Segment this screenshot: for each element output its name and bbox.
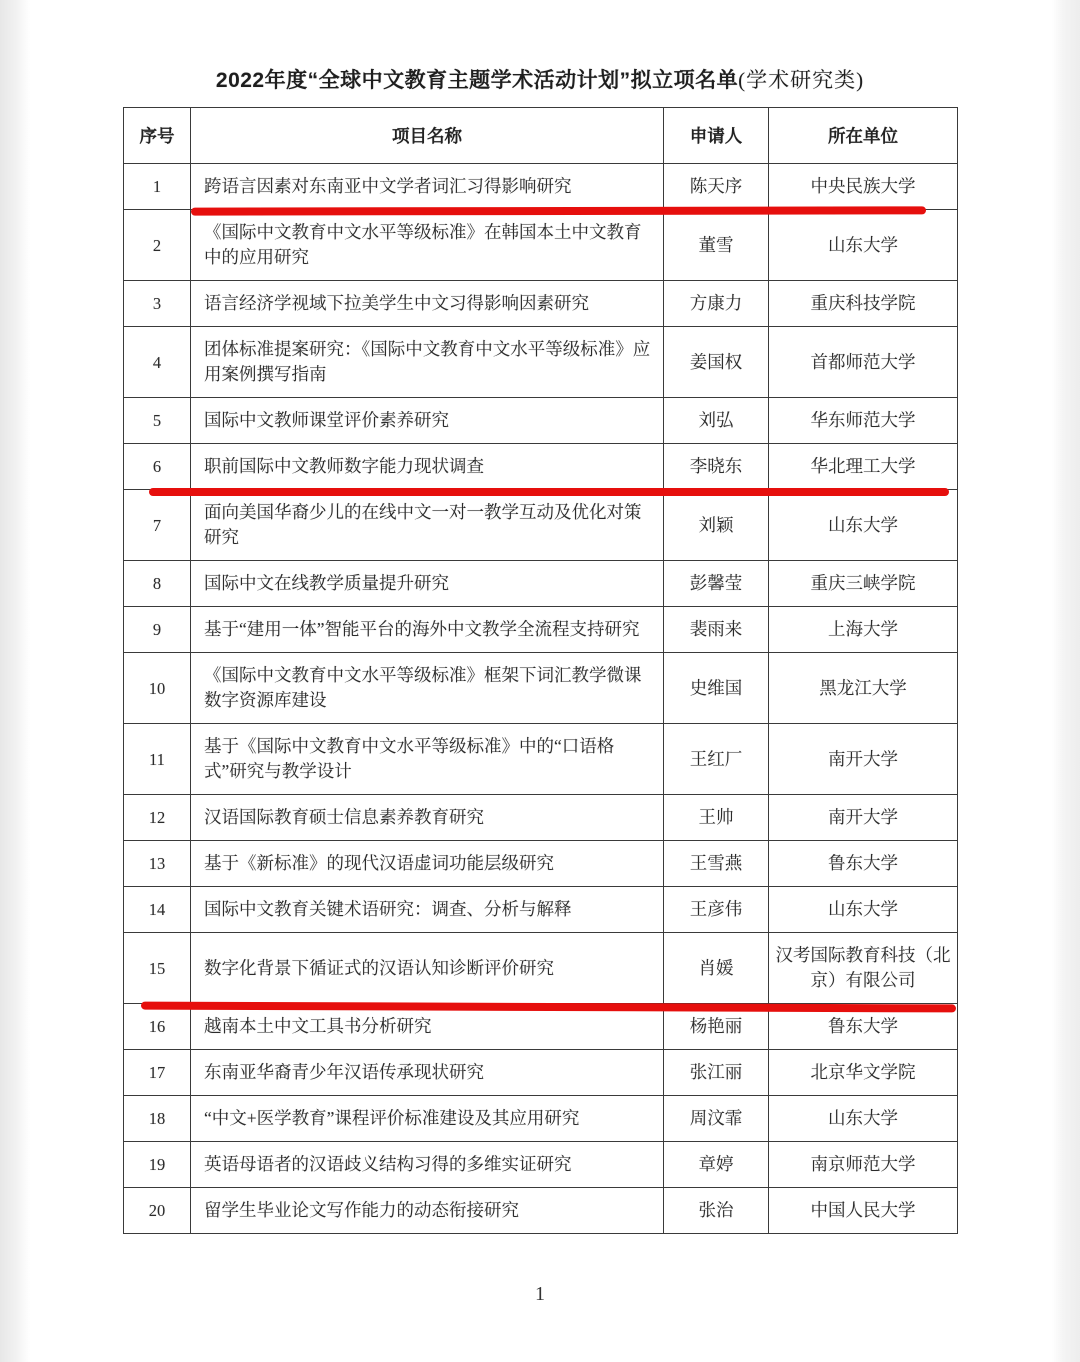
table-row bbox=[124, 1096, 958, 1142]
organization-cell: 上海大学 bbox=[769, 607, 958, 653]
table-body bbox=[124, 164, 958, 1234]
applicant-cell: 王红厂 bbox=[664, 724, 769, 795]
project-name-text: 国际中文教师课堂评价素养研究 bbox=[204, 410, 449, 430]
organization-cell: 山东大学 bbox=[769, 1096, 958, 1142]
page-number: 1 bbox=[535, 1283, 545, 1305]
row-number-cell: 15 bbox=[124, 933, 191, 1004]
organization-cell: 中央民族大学 bbox=[769, 164, 958, 210]
project-name-cell bbox=[191, 1142, 664, 1188]
applicant-cell: 周汶霏 bbox=[664, 1096, 769, 1142]
table-row bbox=[124, 795, 958, 841]
project-name-cell bbox=[191, 887, 664, 933]
applicant-cell: 裴雨来 bbox=[664, 607, 769, 653]
project-name-cell bbox=[191, 327, 664, 398]
organization-cell: 中国人民大学 bbox=[769, 1188, 958, 1234]
project-name-text: 面向美国华裔少儿的在线中文一对一教学互动及优化对策研究 bbox=[204, 502, 642, 547]
applicant-cell: 史维国 bbox=[664, 653, 769, 724]
organization-cell: 重庆科技学院 bbox=[769, 281, 958, 327]
row-number-cell: 16 bbox=[124, 1004, 191, 1050]
organization-cell: 山东大学 bbox=[769, 887, 958, 933]
project-name-text: 基于《新标准》的现代汉语虚词功能层级研究 bbox=[204, 853, 554, 873]
row-number-cell: 1 bbox=[124, 164, 191, 210]
row-number-cell: 14 bbox=[124, 887, 191, 933]
table-row bbox=[124, 444, 958, 490]
table-row bbox=[124, 841, 958, 887]
table-header-row bbox=[124, 108, 958, 164]
project-name-cell bbox=[191, 724, 664, 795]
applicant-cell: 张治 bbox=[664, 1188, 769, 1234]
project-name-cell bbox=[191, 653, 664, 724]
table-row bbox=[124, 1004, 958, 1050]
table-row bbox=[124, 327, 958, 398]
row-number-cell: 12 bbox=[124, 795, 191, 841]
project-name-text: 汉语国际教育硕士信息素养教育研究 bbox=[204, 807, 484, 827]
column-header-applicant: 申请人 bbox=[664, 108, 769, 164]
page-title-main: 2022年度“全球中文教育主题学术活动计划”拟立项名单 bbox=[215, 69, 739, 92]
organization-cell: 首都师范大学 bbox=[769, 327, 958, 398]
applicant-cell: 肖媛 bbox=[664, 933, 769, 1004]
organization-cell: 汉考国际教育科技（北京）有限公司 bbox=[769, 933, 958, 1004]
applicant-cell: 刘颖 bbox=[664, 490, 769, 561]
applicant-cell: 姜国权 bbox=[664, 327, 769, 398]
applicant-cell: 王彦伟 bbox=[664, 887, 769, 933]
organization-cell: 山东大学 bbox=[769, 210, 958, 281]
organization-cell: 黑龙江大学 bbox=[769, 653, 958, 724]
table-header bbox=[124, 108, 958, 164]
table-row bbox=[124, 164, 958, 210]
project-name-cell bbox=[191, 1188, 664, 1234]
project-name-text: 基于“建用一体”智能平台的海外中文教学全流程支持研究 bbox=[204, 619, 640, 639]
row-number-cell: 20 bbox=[124, 1188, 191, 1234]
row-number-cell: 10 bbox=[124, 653, 191, 724]
row-number-cell: 17 bbox=[124, 1050, 191, 1096]
project-name-cell bbox=[191, 281, 664, 327]
organization-cell: 华北理工大学 bbox=[769, 444, 958, 490]
project-name-cell bbox=[191, 795, 664, 841]
project-name-cell bbox=[191, 841, 664, 887]
scan-edge-shadow-left bbox=[0, 0, 30, 1362]
project-name-text: 数字化背景下循证式的汉语认知诊断评价研究 bbox=[204, 957, 554, 978]
project-name-text: 留学生毕业论文写作能力的动态衔接研究 bbox=[204, 1200, 519, 1220]
organization-cell: 鲁东大学 bbox=[769, 841, 958, 887]
applicant-cell: 王帅 bbox=[664, 795, 769, 841]
applicant-cell: 彭馨莹 bbox=[664, 561, 769, 607]
project-name-text: 语言经济学视域下拉美学生中文习得影响因素研究 bbox=[204, 293, 589, 313]
page-title-category: (学术研究类) bbox=[738, 68, 865, 92]
table-row bbox=[124, 887, 958, 933]
row-number-cell: 6 bbox=[124, 444, 191, 490]
organization-cell: 南京师范大学 bbox=[769, 1142, 958, 1188]
column-header-index: 序号 bbox=[124, 108, 191, 164]
organization-cell: 华东师范大学 bbox=[769, 398, 958, 444]
row-number-cell: 19 bbox=[124, 1142, 191, 1188]
table-row bbox=[124, 210, 958, 281]
project-name-cell bbox=[191, 210, 664, 281]
table-row bbox=[124, 561, 958, 607]
project-name-cell bbox=[191, 398, 664, 444]
row-number-cell: 3 bbox=[124, 281, 191, 327]
organization-cell: 南开大学 bbox=[769, 724, 958, 795]
project-name-text: “中文+医学教育”课程评价标准建设及其应用研究 bbox=[204, 1108, 580, 1128]
table-row bbox=[124, 490, 958, 561]
organization-cell: 南开大学 bbox=[769, 795, 958, 841]
project-name-cell bbox=[191, 1050, 664, 1096]
project-name-text: 职前国际中文教师数字能力现状调查 bbox=[204, 456, 484, 476]
row-number-cell: 11 bbox=[124, 724, 191, 795]
table-row bbox=[124, 1050, 958, 1096]
applicant-cell: 王雪燕 bbox=[664, 841, 769, 887]
project-name-text: 基于《国际中文教育中文水平等级标准》中的“口语格式”研究与教学设计 bbox=[204, 736, 615, 781]
column-header-organization: 所在单位 bbox=[769, 108, 958, 164]
applicant-cell: 章婷 bbox=[664, 1142, 769, 1188]
project-name-cell bbox=[191, 561, 664, 607]
applicant-cell: 陈天序 bbox=[664, 164, 769, 210]
project-name-text: 东南亚华裔青少年汉语传承现状研究 bbox=[204, 1062, 484, 1082]
applicant-cell: 方康力 bbox=[664, 281, 769, 327]
project-name-cell bbox=[191, 1096, 664, 1142]
row-number-cell: 7 bbox=[124, 490, 191, 561]
applicant-cell: 李晓东 bbox=[664, 444, 769, 490]
project-name-text: 团体标准提案研究：《国际中文教育中文水平等级标准》应用案例撰写指南 bbox=[204, 339, 651, 384]
table-row bbox=[124, 398, 958, 444]
project-name-text: 《国际中文教育中文水平等级标准》框架下词汇教学微课数字资源库建设 bbox=[204, 665, 642, 710]
project-name-text: 国际中文教育关键术语研究：调查、分析与解释 bbox=[204, 899, 572, 919]
table-row bbox=[124, 1188, 958, 1234]
applicant-cell: 杨艳丽 bbox=[664, 1004, 769, 1050]
column-header-project-name: 项目名称 bbox=[191, 108, 664, 164]
project-name-text: 越南本土中文工具书分析研究 bbox=[204, 1016, 432, 1036]
organization-cell: 北京华文学院 bbox=[769, 1050, 958, 1096]
project-name-cell bbox=[191, 164, 664, 210]
project-name-text: 国际中文在线教学质量提升研究 bbox=[204, 573, 449, 593]
row-number-cell: 18 bbox=[124, 1096, 191, 1142]
table-row bbox=[124, 1142, 958, 1188]
row-number-cell: 9 bbox=[124, 607, 191, 653]
project-name-text: 跨语言因素对东南亚中文学者词汇习得影响研究 bbox=[204, 176, 572, 196]
applicant-cell: 董雪 bbox=[664, 210, 769, 281]
project-name-text: 《国际中文教育中文水平等级标准》在韩国本土中文教育中的应用研究 bbox=[204, 222, 642, 267]
project-name-cell bbox=[191, 490, 664, 561]
table-row bbox=[124, 607, 958, 653]
row-number-cell: 4 bbox=[124, 327, 191, 398]
table-row bbox=[124, 933, 958, 1004]
projects-table bbox=[123, 107, 958, 1234]
applicant-cell: 刘弘 bbox=[664, 398, 769, 444]
scan-edge-shadow-right bbox=[1052, 0, 1080, 1362]
organization-cell: 山东大学 bbox=[769, 490, 958, 561]
organization-cell: 鲁东大学 bbox=[769, 1004, 958, 1050]
project-name-cell bbox=[191, 1004, 664, 1050]
project-name-cell bbox=[191, 933, 664, 1004]
row-number-cell: 2 bbox=[124, 210, 191, 281]
organization-cell: 重庆三峡学院 bbox=[769, 561, 958, 607]
applicant-cell: 张江丽 bbox=[664, 1050, 769, 1096]
row-number-cell: 8 bbox=[124, 561, 191, 607]
page-title bbox=[0, 64, 1080, 94]
table-row bbox=[124, 724, 958, 795]
table-row bbox=[124, 281, 958, 327]
row-number-cell: 5 bbox=[124, 398, 191, 444]
project-name-cell bbox=[191, 444, 664, 490]
project-name-cell bbox=[191, 607, 664, 653]
table-row bbox=[124, 653, 958, 724]
project-name-text: 英语母语者的汉语歧义结构习得的多维实证研究 bbox=[204, 1154, 572, 1174]
row-number-cell: 13 bbox=[124, 841, 191, 887]
